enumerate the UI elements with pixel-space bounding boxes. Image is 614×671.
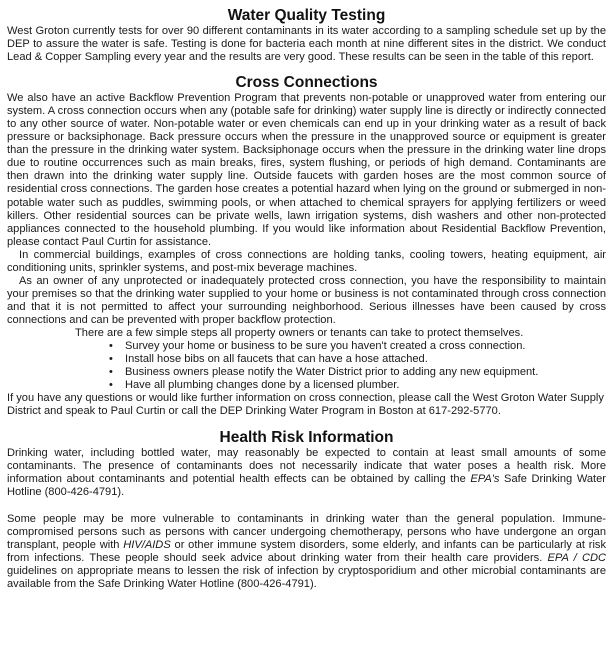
health-risk-paragraph-1 <box>7 447 606 499</box>
cross-connections-section <box>7 73 606 418</box>
hiv-aids-reference: HIV/AIDS <box>123 538 171 551</box>
cross-connections-contact: If you have any questions or would like further information on cross connection, please call the West Groton Water Supply District and speak to Paul Curtin or call the DEP Drinking Water Program in Boston at 617-292-5770. <box>7 392 604 418</box>
health-risk-text: Some people may be more vulnerable to contaminants in drinking water than the general population. Immune-compromised persons such as persons with cancer undergoing chemotherapy, persons who have undergone an organ transplant, people with <box>7 512 606 551</box>
health-risk-text: Safe Drinking Water Hotline (800-426-4791). <box>7 472 607 498</box>
health-risk-text: guidelines on appropriate means to lessen the risk of infection by cryptosporidium and other microbial contaminants are available from the Safe Drinking Water Hotline (800-426-4791). <box>7 564 606 590</box>
list-item: • Install hose bibs on all faucets that can have a hose attached. <box>125 353 606 366</box>
protective-steps-intro: There are a few simple steps all property owners or tenants can take to protect themselves. <box>75 326 524 339</box>
list-item: • Have all plumbing changes done by a licensed plumber. <box>125 379 606 392</box>
health-risk-heading: Health Risk Information <box>219 428 394 446</box>
water-quality-heading: Water Quality Testing <box>227 7 386 24</box>
cross-connections-heading: Cross Connections <box>235 74 378 92</box>
health-risk-section <box>7 428 606 591</box>
water-quality-section <box>7 6 606 64</box>
health-risk-paragraph-2 <box>7 513 606 591</box>
protective-steps-list <box>7 340 606 392</box>
health-risk-text: Drinking water, including bottled water, may reasonably be expected to contain at least small amounts of some contaminants. The presence of contaminants does not necessarily indicate that water poses a health risk. More information about contaminants and potential health effects can be obtained by calling the <box>7 446 606 485</box>
list-item: • Business owners please notify the Water District prior to adding any new equipment. <box>125 366 606 379</box>
cross-connections-paragraph-3: As an owner of any unprotected or inadequately protected cross connection, you have the responsibility to maintain your premises so that the drinking water supplied to your home or business is not contaminated through cross connection and that it is not permitted to affect your surrounding neighborhood. Serious illnesses have been caused by cross connections and can be prevented with proper backflow protection. <box>7 274 606 326</box>
cross-connections-paragraph-2: In commercial buildings, examples of cross connections are holding tanks, cooling towers, heating equipment, air conditioning units, sprinkler systems, and post-mix beverage machines. <box>7 248 606 274</box>
list-item: • Survey your home or business to be sure you haven't created a cross connection. <box>125 340 606 353</box>
water-quality-text: West Groton currently tests for over 90 different contaminants in its water according to a sampling schedule set up by the DEP to assure the water is safe. Testing is done for bacteria each month at nine different sites in the district. We conduct Lead & Copper Sampling every year and the results are very good. These results can be seen in the table of this report. <box>7 25 606 64</box>
health-risk-text: or other immune system disorders, some elderly, and infants can be particularly at risk from infections. These people should seek advice about drinking water from their health care providers. <box>7 538 606 564</box>
cross-connections-paragraph-1: We also have an active Backflow Prevention Program that prevents non-potable or unapproved water from entering our system. A cross connection occurs when any (potable safe for drinking) water supply line is directly or indirectly connected to any other source of water. Non-potable water or even chemicals can end up in your drinking water as a result of back pressure or backsiphonage. Back pressure occurs when the pressure in the unapproved source or equipment is greater than the pressure in the drinking water system. Backsiphonage occurs when the pressure in the drinking water line drops due to routine occurrences such as main breaks, fires, system flushing, or periods of high demand. Contaminants are then drawn into the drinking water supply line. Outside faucets with garden hoses are the most common source of residential cross connections. The garden hose creates a potential hazard when lying on the ground or submerged in non-potable water such as puddles, swimming pools, or when attached to chemical sprayers for applying fertilizers or weed killers. Other residential sources can be private wells, lawn irrigation systems, dish washers and other non-protected appliances connected to the household plumbing. If you would like information about Residential Backflow Prevention, please contact Paul Curtin for assistance. <box>7 92 606 248</box>
epa-cdc-reference: EPA / CDC <box>547 551 607 564</box>
epa-reference: EPA's <box>470 472 500 485</box>
